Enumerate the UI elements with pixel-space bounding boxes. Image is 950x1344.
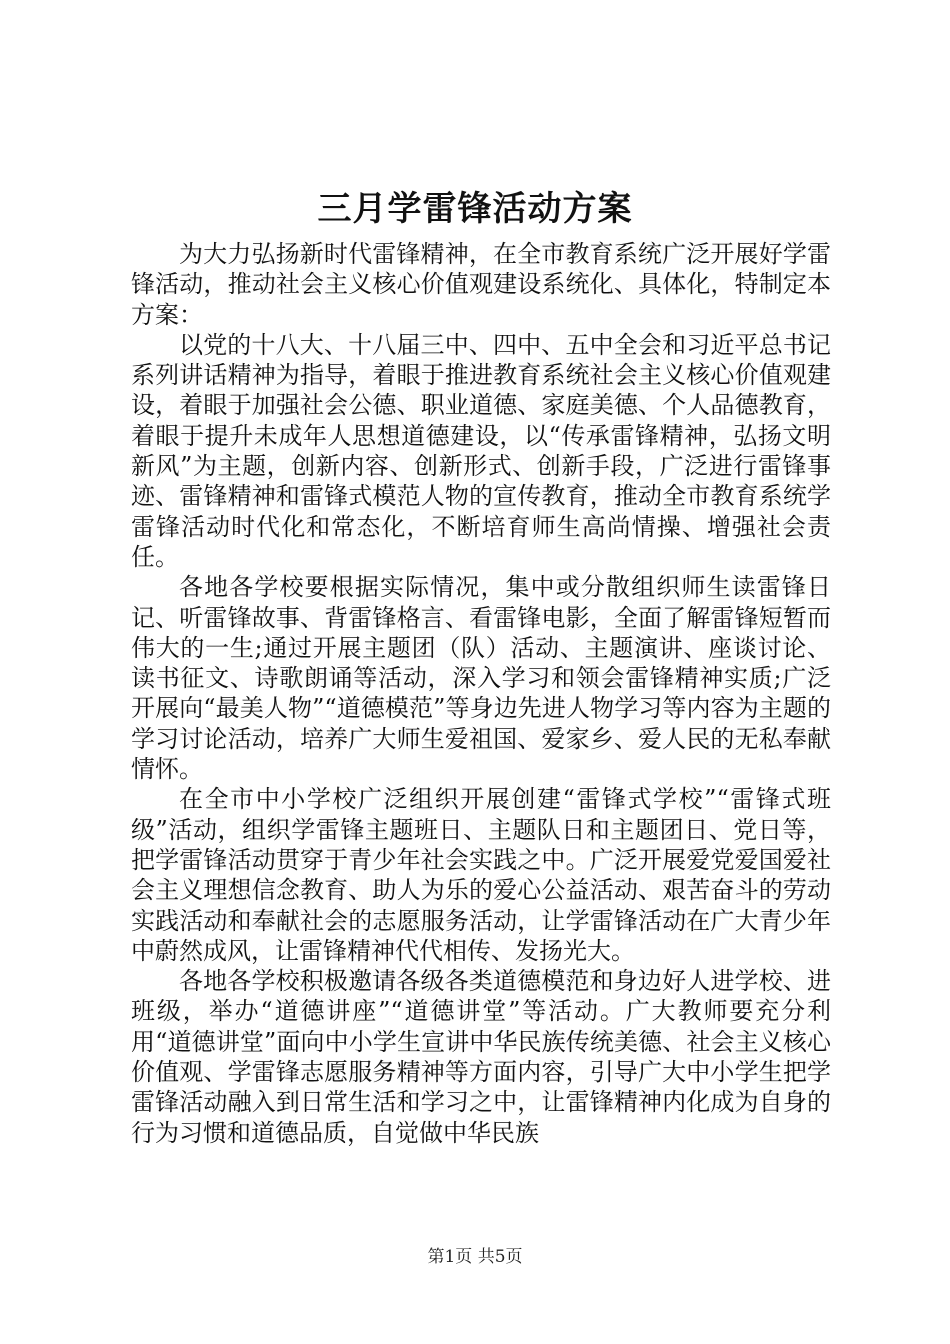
paragraph-study-activities: 各地各学校要根据实际情况，集中或分散组织师生读雷锋日记、听雷锋故事、背雷锋格言、看雷锋电影，全面了解雷锋短暂而伟大的一生;通过开展主题团（队）活动、主题演讲、座谈讨论、读书征文、诗歌朗诵等活动，深入学习和领会雷锋精神实质;广泛开展向“最美人物”“道德模范”等身边先进人物学习等内容为主题的学习讨论活动，培养广大师生爱祖国、爱家乡、爱人民的无私奉献情怀。 — [131, 573, 831, 784]
paragraph-intro: 为大力弘扬新时代雷锋精神，在全市教育系统广泛开展好学雷锋活动，推动社会主义核心价值观建设系统化、具体化，特制定本方案： — [131, 240, 831, 329]
paragraph-guiding-principle: 以党的十八大、十八届三中、四中、五中全会和习近平总书记系列讲话精神为指导，着眼于推进教育系统社会主义核心价值观建设，着眼于加强社会公德、职业道德、家庭美德、个人品德教育，着眼于提升未成年人思想道德建设，以“传承雷锋精神，弘扬文明新风”为主题，创新内容、创新形式、创新手段，广泛进行雷锋事迹、雷锋精神和雷锋式模范人物的宣传教育，推动全市教育系统学雷锋活动时代化和常态化，不断培育师生高尚情操、增强社会责任。 — [131, 330, 831, 571]
document-body — [131, 239, 831, 1148]
document-title: 三月学雷锋活动方案 — [317, 189, 633, 229]
paragraph-moral-lectures: 各地各学校积极邀请各级各类道德模范和身边好人进学校、进班级，举办“道德讲座”“道德讲堂”等活动。广大教师要充分利用“道德讲堂”面向中小学生宣讲中华民族传统美德、社会主义核心价值观、学雷锋志愿服务精神等方面内容，引导广大中小学生把学雷锋活动融入到日常生活和学习之中，让雷锋精神内化成为自身的行为习惯和道德品质，自觉做中华民族 — [131, 967, 831, 1147]
paragraph-school-creation: 在全市中小学校广泛组织开展创建“雷锋式学校”“雷锋式班级”活动，组织学雷锋主题班日、主题队日和主题团日、党日等，把学雷锋活动贯穿于青少年社会实践之中。广泛开展爱党爱国爱社会主义理想信念教育、助人为乐的爱心公益活动、艰苦奋斗的劳动实践活动和奉献社会的志愿服务活动，让学雷锋活动在广大青少年中蔚然成风，让雷锋精神代代相传、发扬光大。 — [131, 785, 831, 965]
page-number-footer: 第1页 共5页 — [427, 1247, 523, 1267]
